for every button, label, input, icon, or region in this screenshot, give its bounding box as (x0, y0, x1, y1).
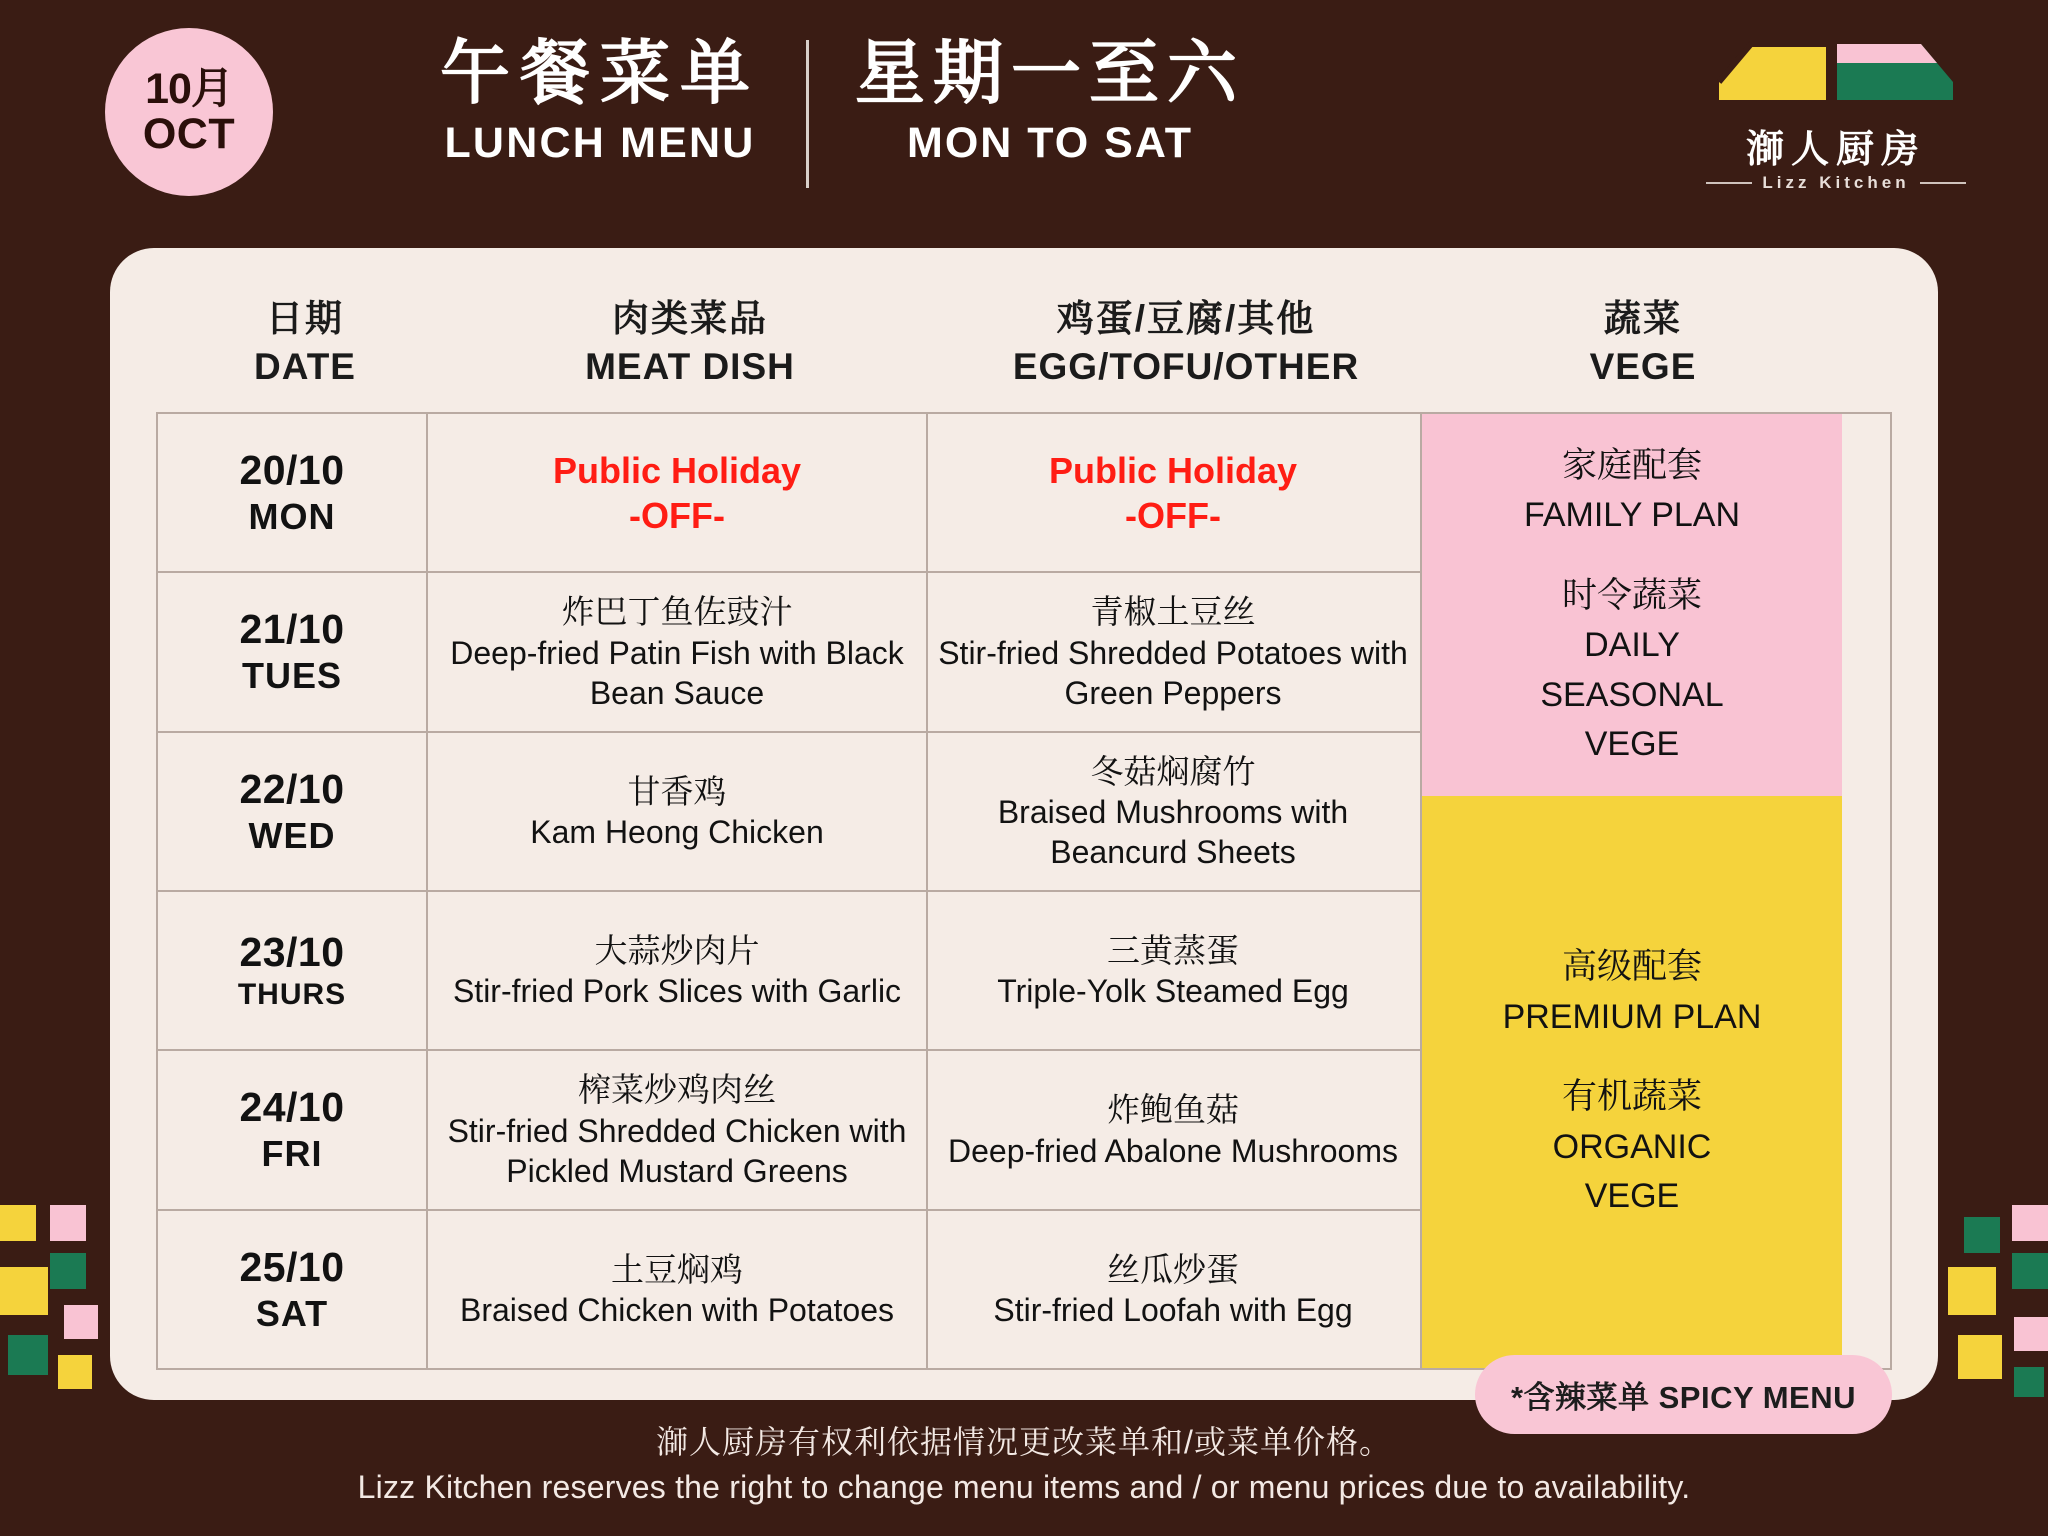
vege-family-plan (1422, 414, 1842, 796)
disclaimer (0, 1417, 2048, 1506)
weekday-value: TUES (241, 655, 342, 697)
cell-egg-dish (928, 1051, 1418, 1208)
family-vege-en-1: DAILY (1584, 626, 1680, 665)
dish-name-en: Braised Mushrooms with Beancurd Sheets (997, 793, 1349, 870)
table-row (158, 892, 1420, 1051)
menu-card (110, 248, 1938, 1415)
title-group (440, 32, 1245, 188)
month-label-en: OCT (142, 110, 236, 158)
column-header-date (170, 282, 440, 412)
column-header-vege-cn: 蔬菜 (1604, 298, 1682, 339)
premium-plan-cn: 高级配套 (1561, 947, 1702, 987)
dish-name-cn: 炸鲍鱼菇 (1107, 1091, 1239, 1129)
column-header-egg-cn: 鸡蛋/豆腐/其他 (1056, 298, 1316, 339)
cell-date (158, 1211, 428, 1368)
menu-title (440, 32, 760, 168)
date-value: 22/10 (239, 765, 345, 812)
cell-meat-dish (428, 892, 928, 1049)
cell-date (158, 573, 428, 730)
date-value: 24/10 (239, 1084, 345, 1131)
vege-premium-plan (1422, 796, 1842, 1368)
logo-text-en: Lizz Kitchen (1762, 173, 1910, 192)
dish-name-cn: 土豆焖鸡 (611, 1250, 743, 1288)
dish-name-cn: 炸巴丁鱼佐豉汁 (561, 593, 793, 631)
month-badge (105, 28, 273, 196)
dish-name-en: Stir-fried Shredded Potatoes with Green Peppers (938, 634, 1408, 711)
cell-meat-dish (428, 1211, 928, 1368)
premium-vege-en-1: ORGANIC (1552, 1128, 1712, 1167)
dish-name-en: Deep-fried Abalone Mushrooms (947, 1132, 1398, 1169)
brand-logo (1706, 30, 1966, 193)
cell-egg-dish (928, 414, 1418, 571)
menu-title-en: LUNCH MENU (444, 118, 756, 167)
menu-table (156, 412, 1892, 1370)
premium-plan-en: PREMIUM PLAN (1502, 998, 1762, 1037)
family-plan-cn: 家庭配套 (1561, 445, 1702, 485)
dish-name-en: -OFF- (629, 494, 725, 536)
cell-egg-dish (928, 573, 1418, 730)
cell-meat-dish (428, 1051, 928, 1208)
logo-text-cn: 溮人厨房 (1745, 129, 1926, 171)
cell-date (158, 1051, 428, 1208)
menu-title-cn: 午餐菜单 (440, 34, 760, 112)
family-vege-en-2: SEASONAL (1540, 675, 1724, 714)
date-value: 25/10 (239, 1243, 345, 1290)
family-plan-en: FAMILY PLAN (1523, 496, 1741, 535)
dish-name-cn: 青椒土豆丝 (1090, 593, 1256, 631)
menu-days-cn: 星期一至六 (855, 34, 1245, 112)
cell-meat-dish (428, 573, 928, 730)
column-header-date-en: DATE (254, 346, 356, 387)
table-header-row (156, 282, 1892, 412)
dish-name-en: Stir-fried Pork Slices with Garlic (452, 973, 902, 1010)
dish-name-cn: 榨菜炒鸡肉丝 (578, 1071, 776, 1109)
dish-name-en: Kam Heong Chicken (530, 813, 824, 850)
table-row (158, 1051, 1420, 1210)
dish-name-cn: Public Holiday (552, 449, 802, 491)
weekday-value: THURS (237, 978, 347, 1012)
cell-date (158, 892, 428, 1049)
dish-name-cn: Public Holiday (1048, 449, 1298, 491)
poster-header (0, 0, 2048, 230)
dish-name-cn: 三黄蒸蛋 (1107, 932, 1239, 970)
column-header-vege-en: VEGE (1589, 346, 1697, 387)
column-header-date-cn: 日期 (266, 298, 344, 339)
weekday-value: SAT (255, 1292, 329, 1334)
column-header-meat (440, 282, 940, 412)
title-divider (806, 40, 809, 188)
table-row (158, 573, 1420, 732)
column-header-meat-en: MEAT DISH (585, 346, 795, 387)
weekday-value: WED (248, 814, 336, 856)
premium-vege-cn: 有机蔬菜 (1561, 1077, 1702, 1117)
family-vege-cn: 时令蔬菜 (1561, 575, 1702, 615)
dish-name-cn: 冬菇焖腐竹 (1090, 752, 1256, 790)
disclaimer-en: Lizz Kitchen reserves the right to change menu items and / or menu prices due to availability. (357, 1469, 1691, 1505)
column-header-vege (1432, 282, 1854, 412)
menu-days (855, 32, 1245, 168)
dish-name-en: Stir-fried Shredded Chicken with Pickled Mustard Greens (447, 1112, 907, 1189)
logo-mark-icon (1711, 30, 1961, 110)
dish-name-en: Triple-Yolk Steamed Egg (997, 973, 1349, 1010)
date-value: 21/10 (239, 606, 345, 653)
vege-column (1420, 414, 1842, 1368)
dish-name-en: Braised Chicken with Potatoes (460, 1291, 894, 1328)
table-row (158, 733, 1420, 892)
family-vege-en-3: VEGE (1584, 725, 1680, 764)
column-header-egg (940, 282, 1432, 412)
dish-name-cn: 甘香鸡 (627, 772, 727, 810)
dish-name-en: Stir-fried Loofah with Egg (993, 1291, 1353, 1328)
disclaimer-cn: 溮人厨房有权利依据情况更改菜单和/或菜单价格。 (656, 1424, 1392, 1460)
cell-date (158, 733, 428, 890)
cell-egg-dish (928, 1211, 1418, 1368)
dish-name-cn: 大蒜炒肉片 (594, 932, 760, 970)
dish-name-cn: 丝瓜炒蛋 (1107, 1250, 1239, 1288)
cell-meat-dish (428, 733, 928, 890)
cell-date (158, 414, 428, 571)
premium-vege-en-2: VEGE (1584, 1177, 1680, 1216)
table-row (158, 414, 1420, 573)
date-value: 20/10 (239, 447, 345, 494)
spicy-menu-badge: *含辣菜单 SPICY MENU (1475, 1355, 1892, 1434)
menu-days-en: MON TO SAT (907, 118, 1193, 167)
logo-divider (1706, 173, 1966, 193)
weekday-value: FRI (261, 1133, 323, 1175)
column-header-egg-en: EGG/TOFU/OTHER (1012, 346, 1360, 387)
menu-table-rows (158, 414, 1420, 1368)
dish-name-en: Deep-fried Patin Fish with Black Bean Sauce (450, 634, 904, 711)
cell-meat-dish (428, 414, 928, 571)
month-label-cn: 10月 (145, 64, 233, 113)
table-row (158, 1211, 1420, 1368)
cell-egg-dish (928, 733, 1418, 890)
decorative-blocks-left (0, 1195, 120, 1425)
column-header-meat-cn: 肉类菜品 (612, 298, 768, 339)
dish-name-en: -OFF- (1125, 494, 1221, 536)
date-value: 23/10 (239, 929, 345, 976)
cell-egg-dish (928, 892, 1418, 1049)
weekday-value: MON (248, 496, 336, 538)
